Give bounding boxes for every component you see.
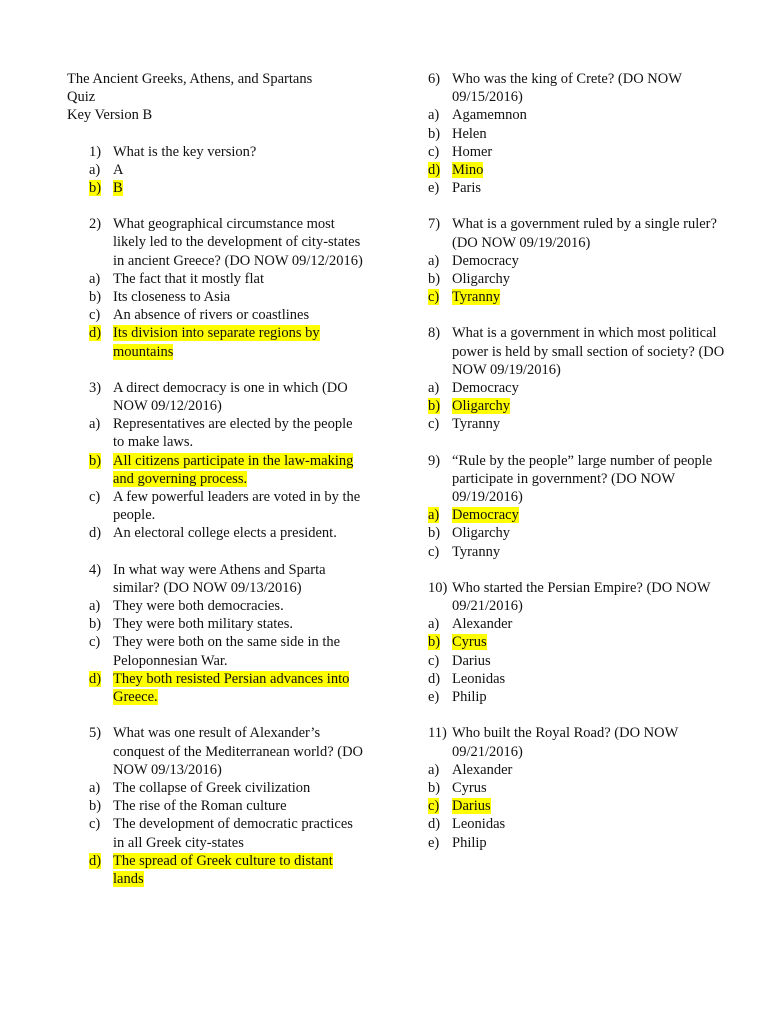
question-text: Who started the Persian Empire? (DO NOW 09/21/2016) [452,579,711,615]
option-letter: a) [428,507,440,524]
option-letter-cell [67,615,113,633]
option-letter: b) [89,616,102,633]
option-text: A few powerful leaders are voted in by the people. [113,489,361,524]
option-text-cell [452,252,728,270]
option-letter-cell [428,506,452,524]
question-block [428,724,728,851]
question-row [428,452,728,507]
option-text: Darius [452,798,491,815]
option-letter-cell [428,615,452,633]
left-column [67,70,367,906]
option-text-cell [113,633,367,669]
question-number: 11) [428,725,447,742]
option-text-cell [113,524,367,542]
option-letter: c) [428,289,440,306]
option-letter: b) [428,779,441,796]
option-letter: e) [428,689,440,706]
option-letter-cell [67,797,113,815]
question-row [428,324,728,379]
option-text-cell [452,143,728,161]
option-text-cell [113,270,367,288]
option-letter: b) [428,525,441,542]
option-text-cell [452,125,728,143]
question-text: In what way were Athens and Sparta similar? (DO NOW 09/13/2016) [113,561,326,596]
option-letter: d) [428,816,441,833]
answer-option [67,288,367,306]
option-text-cell [452,106,728,124]
answer-option [67,597,367,615]
option-letter-cell [67,524,113,542]
question-row [67,379,367,415]
option-letter-cell [67,815,113,851]
question-row [428,70,728,106]
option-text: Tyranny [452,289,501,306]
option-letter: a) [89,779,101,796]
option-letter-cell [428,125,452,143]
option-text-cell [113,324,367,360]
question-text: Who built the Royal Road? (DO NOW 09/21/2016) [452,725,679,760]
question-row [67,215,367,270]
option-text: An electoral college elects a president. [113,525,337,542]
option-text-cell [452,524,728,542]
option-letter: c) [428,798,440,815]
question-number: 8) [428,325,441,342]
option-text: Its closeness to Asia [113,289,231,306]
answer-option [67,488,367,524]
question-block [428,452,728,561]
answer-option [428,415,728,433]
option-text: Cyrus [452,779,487,796]
answer-option [428,125,728,143]
option-letter: d) [89,325,102,342]
option-letter-cell [428,379,452,397]
answer-option-correct [67,670,367,706]
option-text-cell [113,415,367,451]
option-letter: b) [428,125,441,142]
option-text: Democracy [452,380,519,397]
option-text-cell [113,852,367,888]
option-letter-cell [67,324,113,360]
question-text: What geographical circumstance most likely led to the development of city-states in ancient Greece? (DO NOW 09/12/2016) [113,216,363,269]
question-text: What is a government ruled by a single ruler? (DO NOW 09/19/2016) [452,216,717,251]
option-letter: a) [89,270,101,287]
option-text: Alexander [452,616,513,633]
option-letter: c) [428,543,440,560]
answer-option [67,797,367,815]
option-letter: a) [428,107,440,124]
option-text: A [113,161,124,178]
answer-option-correct [67,324,367,360]
option-letter-cell [67,852,113,888]
answer-option [67,161,367,179]
option-letter: b) [89,798,102,815]
option-letter-cell [67,597,113,615]
option-text: Oligarchy [452,398,510,415]
question-text: What is the key version? [113,143,257,160]
question-number: 6) [428,71,441,87]
option-text-cell [452,379,728,397]
option-letter-cell [67,270,113,288]
question-row [67,561,367,597]
answer-option [428,688,728,706]
question-block [67,143,367,198]
option-text: Tyranny [452,543,501,560]
option-text: They both resisted Persian advances into Greece. [113,670,350,706]
answer-option [428,815,728,833]
answer-option-correct [428,797,728,815]
option-letter: c) [89,307,101,324]
answer-option [67,270,367,288]
option-letter: a) [428,761,440,778]
option-text: B [113,180,123,197]
answer-option [428,252,728,270]
option-text-cell [113,161,367,179]
question-number: 4) [89,561,102,578]
option-text: Philip [452,834,487,851]
option-text-cell [113,288,367,306]
option-letter: b) [89,289,102,306]
option-letter-cell [428,161,452,179]
option-letter-cell [428,761,452,779]
question-text: A direct democracy is one in which (DO NOW 09/12/2016) [113,379,348,415]
option-text-cell [452,288,728,306]
option-letter-cell [428,106,452,124]
option-letter: a) [89,598,101,615]
option-text-cell [113,615,367,633]
right-question-list [428,70,728,852]
option-text-cell [113,670,367,706]
option-text-cell [113,488,367,524]
option-letter-cell [428,652,452,670]
document-header [67,70,367,125]
answer-option [428,543,728,561]
question-block [428,215,728,306]
option-letter: a) [428,616,440,633]
option-letter: d) [89,525,102,542]
left-question-list [67,143,367,889]
option-text: They were both democracies. [113,598,284,615]
option-letter-cell [67,306,113,324]
question-row [428,579,728,615]
option-letter: a) [428,252,440,269]
option-text: Democracy [452,252,519,269]
option-text-cell [452,633,728,651]
option-text-cell [113,179,367,197]
option-text-cell [113,306,367,324]
answer-option [428,834,728,852]
option-text-cell [452,270,728,288]
answer-option [428,779,728,797]
option-letter-cell [428,143,452,161]
option-letter: a) [89,416,101,433]
option-text: Oligarchy [452,271,510,288]
option-letter: e) [428,180,440,197]
option-letter-cell [428,524,452,542]
option-letter: c) [428,143,440,160]
option-letter: b) [89,180,102,197]
option-letter: d) [89,670,102,687]
answer-option [428,615,728,633]
option-text: Agamemnon [452,107,527,124]
option-letter-cell [428,688,452,706]
question-number: 2) [89,216,102,233]
answer-option-correct [428,397,728,415]
option-text-cell [452,815,728,833]
answer-option-correct [428,288,728,306]
question-number: 1) [89,143,102,160]
answer-option [428,270,728,288]
option-text-cell [452,543,728,561]
option-letter-cell [67,452,113,488]
answer-option-correct [428,633,728,651]
option-text: The collapse of Greek civilization [113,779,311,796]
option-text-cell [452,506,728,524]
question-number: 9) [428,452,441,469]
option-text-cell [113,452,367,488]
key-version-label: Key Version B [67,107,153,124]
option-text: They were both on the same side in the Peloponnesian War. [113,634,341,669]
question-text: What was one result of Alexander’s conquest of the Mediterranean world? (DO NOW 09/13/2016) [113,725,364,778]
question-number: 5) [89,725,102,742]
question-number: 10) [428,579,448,596]
option-letter: c) [89,489,101,506]
question-row [428,724,728,760]
answer-option-correct [67,452,367,488]
answer-option [67,815,367,851]
option-text-cell [113,797,367,815]
option-text-cell [113,815,367,851]
option-letter-cell [428,397,452,415]
option-text: Democracy [452,507,519,524]
option-letter-cell [428,179,452,197]
option-text: All citizens participate in the law-making and governing process. [113,452,354,487]
answer-option [67,779,367,797]
question-block [67,215,367,361]
option-text: They were both military states. [113,616,293,633]
answer-option [67,633,367,669]
option-letter: c) [89,634,101,651]
option-text-cell [452,615,728,633]
option-letter: c) [89,816,101,833]
option-letter: b) [428,271,441,288]
option-text-cell [113,779,367,797]
option-letter: c) [428,416,440,433]
option-text: Paris [452,180,481,197]
option-text-cell [452,161,728,179]
option-letter-cell [67,415,113,451]
option-text: Philip [452,689,487,706]
option-text: Helen [452,125,487,142]
answer-option-correct [67,179,367,197]
option-letter-cell [428,270,452,288]
option-letter-cell [428,834,452,852]
answer-option [428,670,728,688]
option-letter: e) [428,834,440,851]
option-letter: b) [89,452,102,469]
answer-option [428,106,728,124]
option-letter-cell [67,670,113,706]
option-letter: b) [428,634,441,651]
option-letter-cell [428,670,452,688]
option-letter-cell [67,633,113,669]
option-letter-cell [428,797,452,815]
question-text: What is a government in which most political power is held by small section of society? (DO NOW 09/19/2016) [452,325,725,378]
option-letter-cell [428,288,452,306]
option-text-cell [452,397,728,415]
question-block [67,379,367,543]
answer-option-correct [67,852,367,888]
option-text-cell [452,415,728,433]
option-text-cell [452,779,728,797]
answer-option [428,143,728,161]
document-title: The Ancient Greeks, Athens, and Spartans [67,71,313,87]
option-letter-cell [428,415,452,433]
option-text: Homer [452,143,493,160]
document-subtitle: Quiz [67,89,96,106]
question-block [428,70,728,197]
question-block [428,324,728,433]
option-letter: d) [89,852,102,869]
option-text-cell [452,761,728,779]
option-text: The development of democratic practices in all Greek city-states [113,816,353,851]
option-letter-cell [67,488,113,524]
option-text: Leonidas [452,816,506,833]
question-number: 7) [428,216,441,233]
option-letter-cell [428,252,452,270]
question-block [67,561,367,707]
option-text-cell [452,688,728,706]
question-number: 3) [89,379,102,396]
option-text: Representatives are elected by the people to make laws. [113,416,353,451]
answer-option [67,306,367,324]
question-block [428,579,728,706]
answer-option-correct [428,506,728,524]
option-text: The rise of the Roman culture [113,798,287,815]
option-text-cell [452,652,728,670]
question-text: “Rule by the people” large number of people participate in government? (DO NOW 09/19/2016) [452,452,713,506]
option-text-cell [452,179,728,197]
answer-option [428,379,728,397]
option-text-cell [452,834,728,852]
option-letter-cell [428,633,452,651]
answer-option [428,761,728,779]
option-letter-cell [67,779,113,797]
option-letter: a) [89,161,101,178]
option-text-cell [113,597,367,615]
option-letter: c) [428,652,440,669]
option-text: An absence of rivers or coastlines [113,307,310,324]
question-block [67,724,367,888]
question-row [67,143,367,161]
option-text: Oligarchy [452,525,510,542]
answer-option [428,524,728,542]
option-text: Leonidas [452,670,506,687]
option-text: Mino [452,162,484,179]
option-letter: b) [428,398,441,415]
option-letter: d) [428,670,441,687]
option-text: Its division into separate regions by mountains [113,325,320,360]
option-letter-cell [428,543,452,561]
option-letter: d) [428,162,441,179]
option-letter: a) [428,380,440,397]
option-text: The fact that it mostly flat [113,270,264,287]
answer-option [428,179,728,197]
option-letter-cell [67,288,113,306]
answer-option [428,652,728,670]
option-letter-cell [67,161,113,179]
option-letter-cell [428,815,452,833]
option-text: Tyranny [452,416,501,433]
answer-option [67,415,367,451]
option-text: The spread of Greek culture to distant lands [113,852,333,887]
answer-option [67,615,367,633]
option-text-cell [452,670,728,688]
question-row [67,724,367,779]
option-text: Alexander [452,761,513,778]
question-row [428,215,728,251]
answer-option-correct [428,161,728,179]
option-letter-cell [67,179,113,197]
question-text: Who was the king of Crete? (DO NOW 09/15/2016) [452,71,682,106]
option-text: Darius [452,652,491,669]
option-text: Cyrus [452,634,487,651]
option-text-cell [452,797,728,815]
right-column [428,70,728,870]
option-letter-cell [428,779,452,797]
answer-option [67,524,367,542]
